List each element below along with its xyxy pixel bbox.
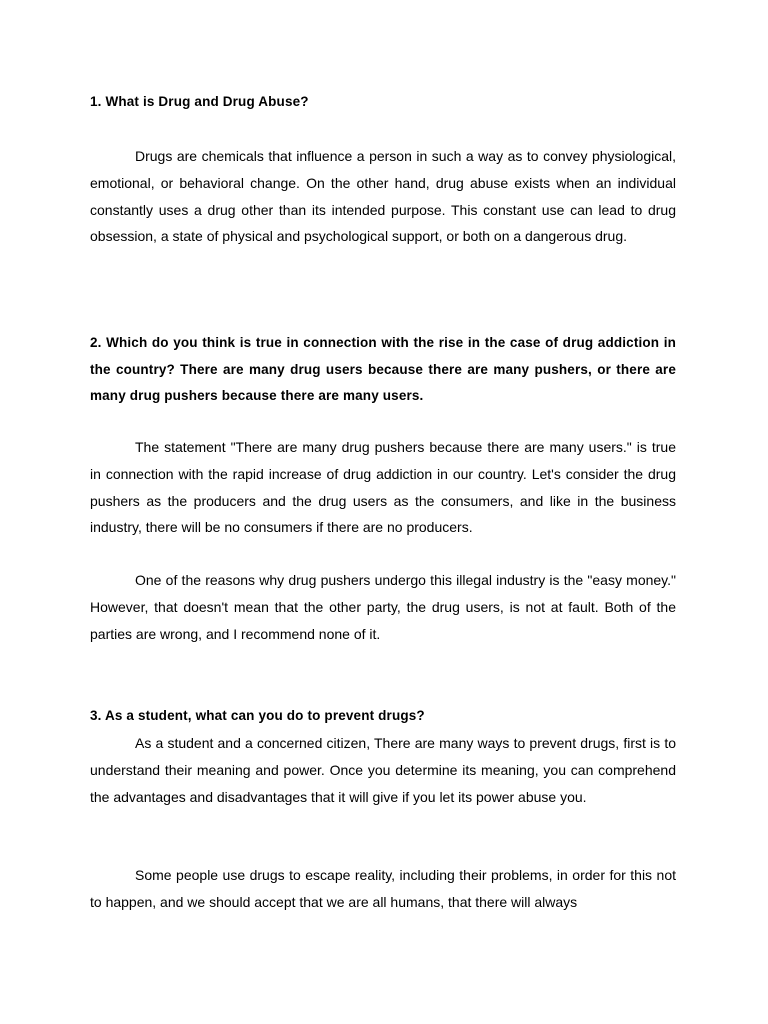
section-1-heading: 1. What is Drug and Drug Abuse? xyxy=(90,94,309,109)
section-3-heading: 3. As a student, what can you do to prevent drugs? xyxy=(90,708,425,723)
section-2-heading: 2. Which do you think is true in connection with the rise in the case of drug addiction in the country? There are many drug users because there are many pushers, or there are many drug pushers because there are many users. xyxy=(90,335,676,403)
section-3-paragraph-2: Some people use drugs to escape reality, including their problems, in order for this not to happen, and we should accept that we are all humans, that there will always xyxy=(90,867,676,910)
section-2-paragraph-1: The statement "There are many drug pushers because there are many users." is true in connection with the rapid increase of drug addiction in our country. Let's consider the drug pushers as the producers and the drug users as the consumers, and like in the business industry, there will be no consumers if there are no producers. xyxy=(90,439,676,536)
section-1-paragraph-1: Drugs are chemicals that influence a person in such a way as to convey physiological, emotional, or behavioral change. On the other hand, drug abuse exists when an individual constantly uses a drug other than its intended purpose. This constant use can lead to drug obsession, a state of physical and psychological support, or both on a dangerous drug. xyxy=(90,148,676,245)
section-3-paragraph-1: As a student and a concerned citizen, There are many ways to prevent drugs, first is to understand their meaning and power. Once you determine its meaning, you can comprehend the advantages and disadvantages that it will give if you let its power abuse you. xyxy=(90,735,676,805)
section-2-paragraph-2: One of the reasons why drug pushers undergo this illegal industry is the "easy money." However, that doesn't mean that the other party, the drug users, is not at fault. Both of the parties are wrong, and I recommend none of it. xyxy=(90,572,676,642)
